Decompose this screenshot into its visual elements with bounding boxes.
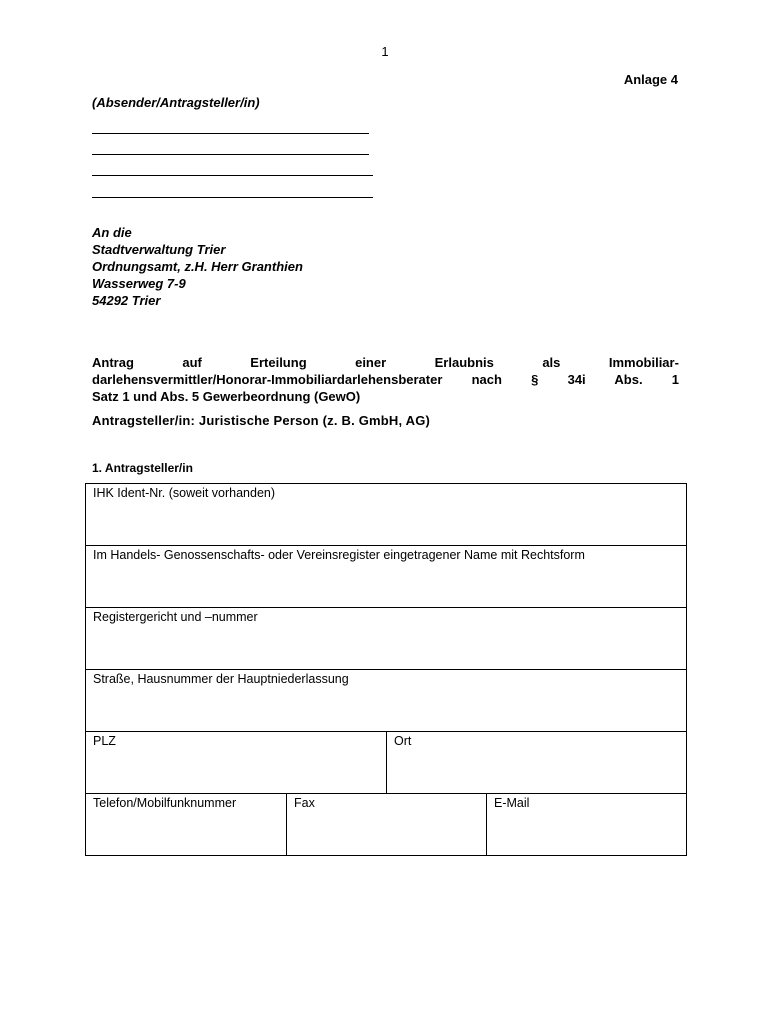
field-label: E-Mail bbox=[494, 796, 530, 810]
application-title bbox=[92, 354, 679, 405]
field-label: Fax bbox=[294, 796, 315, 810]
title-line-1: Antrag auf Erteilung einer Erlaubnis als Immobiliar- bbox=[92, 355, 679, 370]
page-number: 1 bbox=[381, 44, 389, 59]
recipient-line: Stadtverwaltung Trier bbox=[92, 242, 226, 257]
email-field[interactable] bbox=[487, 794, 687, 856]
plz-field[interactable] bbox=[86, 732, 387, 794]
sender-line-4[interactable] bbox=[92, 197, 373, 198]
register-court-field[interactable] bbox=[86, 608, 687, 670]
annex-label: Anlage 4 bbox=[623, 72, 678, 87]
recipient-line: Ordnungsamt, z.H. Herr Granthien bbox=[92, 259, 303, 274]
field-label: PLZ bbox=[93, 734, 116, 748]
sender-line-3[interactable] bbox=[92, 175, 373, 176]
field-label: Telefon/Mobilfunknummer bbox=[93, 796, 237, 810]
section-heading: 1. Antragsteller/in bbox=[92, 461, 193, 475]
field-label: Im Handels- Genossenschafts- oder Vereinsregister eingetragener Name mit Rechtsform bbox=[93, 548, 585, 562]
ihk-ident-field[interactable] bbox=[86, 484, 687, 546]
phone-field[interactable] bbox=[86, 794, 287, 856]
field-label: Ort bbox=[394, 734, 412, 748]
recipient-line: An die bbox=[92, 225, 132, 240]
street-field[interactable] bbox=[86, 670, 687, 732]
recipient-line: 54292 Trier bbox=[92, 293, 161, 308]
recipient-line: Wasserweg 7-9 bbox=[92, 276, 186, 291]
title-line-3: Satz 1 und Abs. 5 Gewerbeordnung (GewO) bbox=[92, 389, 361, 404]
field-label: Registergericht und –nummer bbox=[93, 610, 258, 624]
registered-name-field[interactable] bbox=[86, 546, 687, 608]
sender-line-1[interactable] bbox=[92, 133, 369, 134]
recipient-address bbox=[92, 224, 303, 309]
ort-field[interactable] bbox=[387, 732, 687, 794]
field-label: Straße, Hausnummer der Hauptniederlassung bbox=[93, 672, 349, 686]
applicant-type: Antragsteller/in: Juristische Person (z. B. GmbH, AG) bbox=[92, 413, 431, 428]
title-line-2: darlehensvermittler/Honorar-Immobiliardarlehensberater nach § 34i Abs. 1 bbox=[92, 372, 679, 387]
sender-label: (Absender/Antragsteller/in) bbox=[92, 95, 260, 110]
fax-field[interactable] bbox=[287, 794, 487, 856]
field-label: IHK Ident-Nr. (soweit vorhanden) bbox=[93, 486, 276, 500]
applicant-form-table bbox=[85, 483, 687, 856]
sender-line-2[interactable] bbox=[92, 154, 369, 155]
